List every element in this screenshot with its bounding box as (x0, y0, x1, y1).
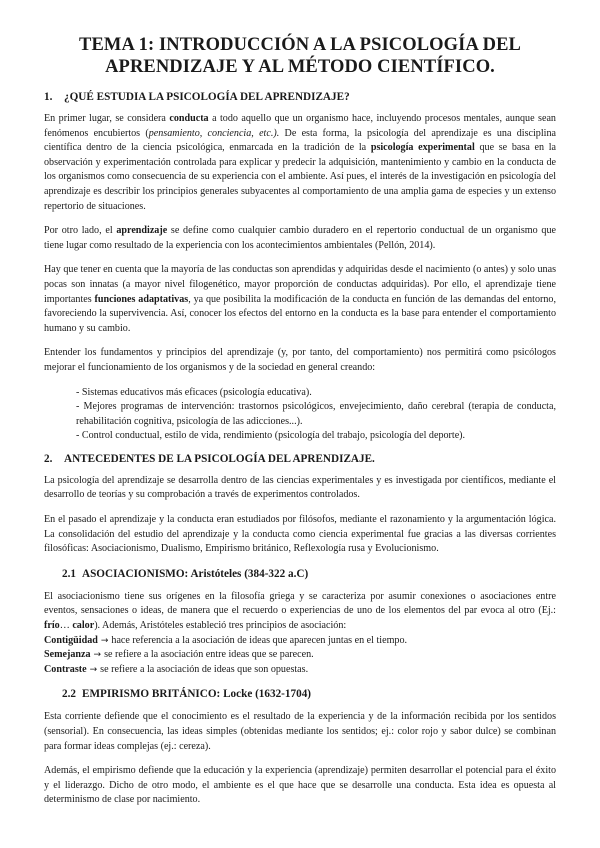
association-principles (44, 634, 556, 678)
list-item: - Sistemas educativos más eficaces (psicología educativa). (76, 386, 312, 398)
arrow-right-icon: → (89, 664, 98, 675)
paragraph: Entender los fundamentos y principios del aprendizaje (y, por tanto, del comportamiento) nos permitirá como psicólogos mejorar el funcionamiento de los organismos y de la sociedad en general creando: (44, 347, 556, 373)
title-line-1: TEMA 1: INTRODUCCIÓN A LA PSICOLOGÍA DEL (79, 35, 521, 55)
list-item: - Control conductual, estilo de vida, rendimiento (psicología del trabajo, psicología del deporte). (76, 430, 466, 442)
principle-contrast: Contraste → se refiere a la asociación de ideas que son opuestas. (44, 663, 556, 678)
arrow-right-icon: → (93, 650, 102, 661)
term-psicologia-experimental: psicología experimental (370, 142, 475, 154)
subsection-title: ASOCIACIONISMO: Aristóteles (384-322 a.C) (81, 567, 309, 580)
subsection-2-1-heading (62, 567, 556, 581)
bullet-list (76, 386, 556, 444)
paragraph: La psicología del aprendizaje se desarrolla dentro de las ciencias experimentales y es investigada por científicos, mediante el desarrollo de teorías y su comprobación a través de experimentos controlados. (44, 474, 556, 501)
principle-similarity: Semejanza → se refiere a la asociación entre ideas que se parecen. (44, 648, 556, 663)
subsection-number: 2.2 (62, 688, 76, 701)
term-funciones-adaptativas: funciones adaptativas (94, 293, 189, 305)
document-title (44, 34, 556, 78)
subsection-title: EMPIRISMO BRITÁNICO: Locke (1632-1704) (81, 688, 312, 701)
paragraph: Además, el empirismo defiende que la educación y la experiencia (aprendizaje) permiten desarrollar el potencial para el éxito y el liderazgo. Dicho de otro modo, el ambiente es el que hace que se desarrolle una conducta. Esta idea es opuesta al determinismo de clase por nacimiento. (44, 765, 556, 806)
section-title: ¿QUÉ ESTUDIA LA PSICOLOGÍA DEL APRENDIZAJE? (64, 91, 350, 103)
paragraph: En primer lugar, se considera conducta a todo aquello que un organismo hace, incluyendo procesos mentales, aunque sean fenómenos encubiertos (pensamiento, conciencia, etc.). De esta forma, la psicología del aprendizaje es una disciplina científica dentro de la ciencia psicológica, enmarcada en la tradición de la psicología experimental que se basa en la observación y experimentación controlada para explicar y predecir la adquisición, mantenimiento y cambio en la conducta de los organismos como consecuencia de su experiencia con el ambiente. Así pues, el interés de la investigación en psicología del aprendizaje es describir los principios generales subyacentes al comportamiento de una amplia gama de especies y un extenso repertorio de situaciones. (44, 113, 557, 212)
principle-contiguity: Contigüidad → hace referencia a la asociación de ideas que aparecen juntas en el tiempo. (44, 634, 556, 649)
term-aprendizaje: aprendizaje (116, 225, 168, 237)
subsection-number: 2.1 (62, 567, 76, 580)
title-line-2: APRENDIZAJE Y AL MÉTODO CIENTÍFICO. (105, 57, 495, 77)
paragraph: El asociacionismo tiene sus orígenes en la filosofía griega y se caracteriza por asumir conexiones o asociaciones entre eventos, sensaciones o ideas, de manera que el recuerdo o experiencias de uno de los elementos del par evoca al otro (Ej.: frío… calor). Además, Aristóteles estableció tres principios de asociación: (44, 590, 556, 632)
subsection-2-2-heading (62, 687, 556, 701)
paragraph: En el pasado el aprendizaje y la conducta eran estudiados por filósofos, mediante el razonamiento y la argumentación lógica. La consolidación del estudio del aprendizaje y la conducta como ciencia experimental fue gracias a las diversas corrientes filosóficas: Asociacionismo, Dualismo, Empirismo británico, Reflexología rusa y Evolucionismo. (44, 514, 556, 555)
paragraph: Esta corriente defiende que el conocimiento es el resultado de la experiencia y de la información recibida por los sentidos (sensorial). En consecuencia, las ideas simples (obtenidas mediante los sentidos; ej.: color rojo y sabor dulce) se combinan para formar ideas complejas (ej.: cereza). (44, 711, 556, 752)
section-1-heading (44, 90, 556, 104)
section-number: 2. (44, 452, 53, 465)
term-conducta: conducta (169, 113, 209, 124)
section-2-heading (44, 452, 556, 466)
arrow-right-icon: → (100, 635, 109, 646)
section-title: ANTECEDENTES DE LA PSICOLOGÍA DEL APRENDIZAJE. (64, 452, 375, 465)
paragraph: Por otro lado, el aprendizaje se define como cualquier cambio duradero en el repertorio conductual de un organismo que tiene lugar como resultado de la experiencia con los acontecimientos ambientales (Pellón, 2014). (44, 225, 556, 251)
section-number: 1. (44, 91, 53, 103)
list-item: - Mejores programas de intervención: trastornos psicológicos, envejecimiento, daño cerebral (terapia de conducta, rehabilitación cognitiva, psicología de las adicciones...). (76, 401, 556, 427)
paragraph: Hay que tener en cuenta que la mayoría de las conductas son aprendidas y adquiridas desde el nacimiento (o antes) y solo unas pocas son innatas (a mayor nivel filogenético, mayor proporción de conductas adquiridas). Por ello, el aprendizaje tiene importantes funciones adaptativas, ya que posibilita la modificación de la conducta en función de las demandas del entorno, favoreciendo la supervivencia. Así, conocer los efectos del entorno en la conducta es la base para entender el comportamiento humano y su cambio. (44, 264, 556, 334)
